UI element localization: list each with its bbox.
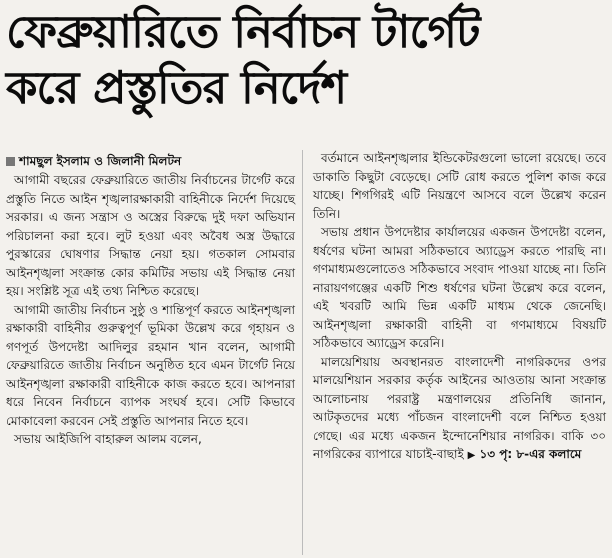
byline [6,153,181,169]
right-paragraph-2: সভায় প্রধান উপদেষ্টার কার্যালয়ের একজন উপদেষ্টা বলেন, ধর্ষণের ঘটনা আমরা সঠিকভাবে অ্যাড্রেস করতে পারছি না। গণমাধ্যমগুলোতেও সঠিকভাবে সংবাদ পাওয়া যাচ্ছে না। তিনি নারায়ণগঞ্জের একটি শিশু ধর্ষণের ঘটনা উল্লেখ করে বলেন, এই খবরটি আমি ভিন্ন একটি মাধ্যম থেকে জেনেছি। আইনশৃঙ্খলা রক্ষাকারী বাহিনী বা গণমাধ্যমে বিষয়টি সঠিকভাবে অ্যাড্রেস করেনি। [313,225,606,350]
headline-line-1: ফেব্রুয়ারিতে নির্বাচন টার্গেট [6,5,480,58]
right-paragraph-3-text: মালয়েশিয়ায় অবস্থানরত বাংলাদেশী নাগরিকদের ওপর মালয়েশিয়ান সরকার কর্তৃক আইনের আওতায় আনা সংক্রান্ত আলোচনায় পররাষ্ট্র মন্ত্রণালয়ের প্রতিনিধি জানান, আটকৃতদের মধ্যে পাঁচজন বাংলাদেশী বলে নিশ্চিত হওয়া গেছে। এর মধ্যে একজন ইন্দোনেশিয়ার নাগরিক। বাকি ৩০ নাগরিকের ব্যাপারে যাচাই-বাছাই [313,354,606,461]
left-paragraph-1: আগামী বছরের ফেব্রুয়ারিতে জাতীয় নির্বাচনের টার্গেট করে প্রস্তুতি নিতে আইন শৃঙ্খলারক্ষাকারী বাহিনীকে নির্দেশ দিয়েছে সরকার। এ জন্য সন্ত্রাস ও অস্ত্রের বিরুদ্ধে দুই দফা অভিযান পরিচালনা করা হবে। লুট হওয়া এবং অবৈধ অস্ত্র উদ্ধারে পুরস্কারের ঘোষণার সিদ্ধান্ত নেয়া হয়। গতকাল সোমবার আইনশৃঙ্খলা সংক্রান্ত কোর কমিটির সভায় এই সিদ্ধান্ত নেয়া হয়। সংশ্লিষ্ট সূত্র এই তথ্য নিশ্চিত করেছে। [6,173,295,298]
left-paragraph-3: সভায় আইজিপি বাহারুল আলম বলেন, [14,432,202,446]
headline [6,4,606,116]
headline-line-2: করে প্রস্তুতির নির্দেশ [6,61,347,114]
play-arrow-icon: ▶ [467,450,476,461]
right-column [313,149,606,466]
left-paragraph-2: আগামী জাতীয় নির্বাচন সুষ্ঠু ও শান্তিপূর্ণ করতে আইনশৃঙ্খলা রক্ষাকারী বাহিনীর গুরুত্বপূর্ণ ভূমিকা উল্লেখ করে গৃহায়ন ও গণপূর্ত উপদেষ্টা আদিলুর রহমান খান বলেন, আগামী ফেব্রুয়ারিতে জাতীয় নির্বাচন অনুষ্ঠিত হবে এমন টার্গেট নিয়ে আইনশৃঙ্খলা রক্ষাকারী বাহিনীকে কাজ করতে হবে। আপনারা ধরে নিবেন নির্বাচনে ব্যাপক সংঘর্ষ হবে। সেটি কিভাবে মোকাবেলা করবেন সেই প্রস্তুতি আপনার নিতে হবে। [6,302,295,428]
byline-text: শামছুল ইসলাম ও জিলানী মিলটন [19,154,182,168]
right-paragraph-3 [313,353,606,466]
left-column [6,171,295,449]
right-paragraph-1: বর্তমানে আইনশৃঙ্খলার ইন্ডিকেটরগুলো ভালো রয়েছে। তবে ডাকাতি কিছুটা বেড়েছে। সেটি রোধ করতে পুলিশ কাজ করে যাচ্ছে। শিগগিরই এটি নিয়ন্ত্রণে আসবে বলে উল্লেখ করেন তিনি। [313,151,606,221]
continued-jump [468,447,582,461]
column-divider [302,150,303,555]
byline-square-icon [6,157,15,166]
jump-text: ১৩ পৃ: ৮-এর কলামে [479,447,582,461]
